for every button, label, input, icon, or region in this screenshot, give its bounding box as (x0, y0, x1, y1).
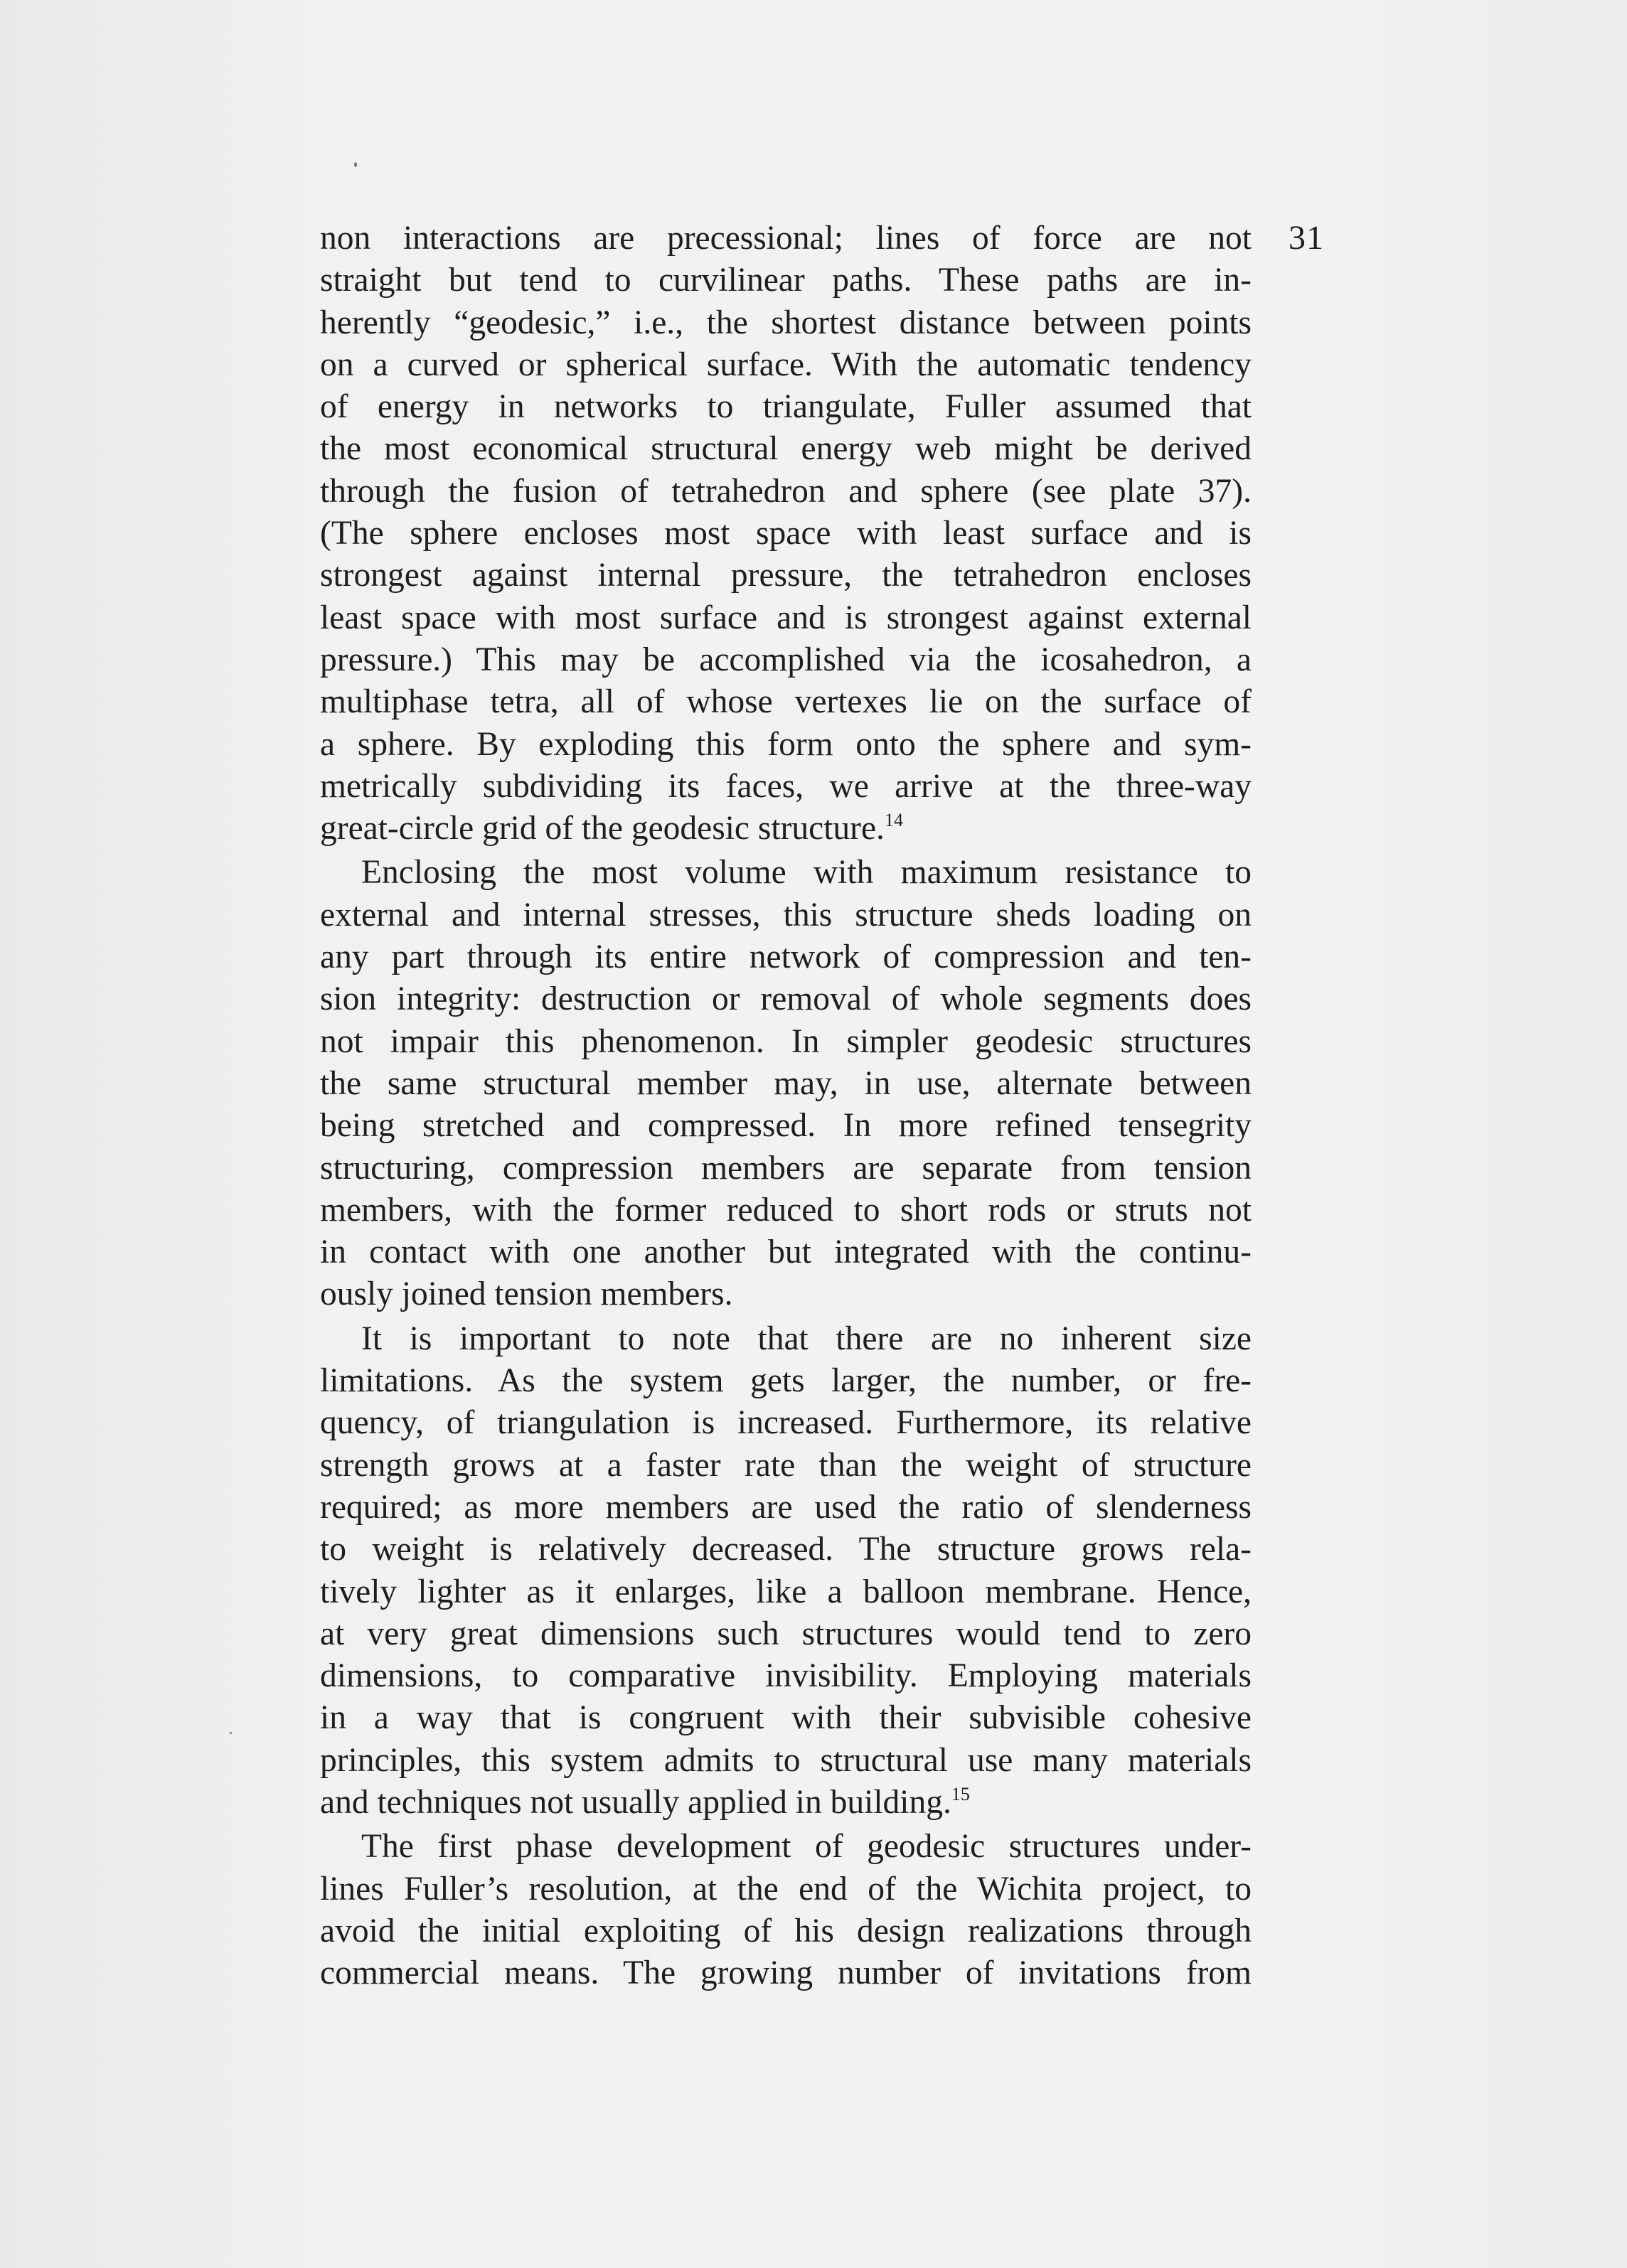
text-line: on a curved or spherical surface. With the automatic tendency (320, 346, 1252, 383)
print-speck (354, 162, 357, 167)
text-line: of energy in networks to triangulate, Fuller assumed that (320, 388, 1252, 426)
text-line: strongest against internal pressure, the tetrahedron encloses (320, 557, 1252, 594)
text-line: non interactions are precessional; lines of force are not (320, 220, 1252, 257)
paragraph (320, 218, 1252, 850)
text-line: great-circle grid of the geodesic structure.$^{14}$ (320, 810, 903, 847)
text-line: It is important to note that there are no inherent size (361, 1320, 1252, 1357)
text-line: (The sphere encloses most space with least surface and is (320, 515, 1252, 552)
text-line: in contact with one another but integrated with the continu- (320, 1234, 1252, 1271)
page-number: 31 (1289, 219, 1324, 257)
text-line: and techniques not usually applied in building.$^{15}$ (320, 1783, 970, 1821)
text-line: external and internal stresses, this structure sheds loading on (320, 896, 1252, 934)
text-line: structuring, compression members are separate from tension (320, 1149, 1252, 1187)
text-line: the same structural member may, in use, alternate between (320, 1064, 1252, 1102)
text-line: to weight is relatively decreased. The structure grows rela- (320, 1531, 1252, 1568)
text-line: lines Fuller’s resolution, at the end of the Wichita project, to (320, 1870, 1252, 1908)
text-line: least space with most surface and is strongest against external (320, 599, 1252, 636)
text-line: pressure.) This may be accomplished via the icosahedron, a (320, 641, 1252, 678)
text-line: a sphere. By exploding this form onto the sphere and sym- (320, 725, 1252, 763)
print-speck (230, 1732, 232, 1734)
text-line: limitations. As the system gets larger, the number, or fre- (320, 1362, 1252, 1400)
text-line: not impair this phenomenon. In simpler geodesic structures (320, 1022, 1252, 1060)
paragraph (320, 1826, 1252, 1994)
paragraph (320, 1318, 1252, 1824)
text-line: metrically subdividing its faces, we arrive at the three-way (320, 767, 1252, 805)
text-line: commercial means. The growing number of invitations from (320, 1954, 1252, 1992)
text-line: ously joined tension members. (320, 1275, 733, 1313)
text-line: avoid the initial exploiting of his design realizations through (320, 1912, 1252, 1949)
text-line: sion integrity: destruction or removal of whole segments does (320, 980, 1252, 1018)
text-line: multiphase tetra, all of whose vertexes lie on the surface of (320, 683, 1252, 721)
text-line: principles, this system admits to structural use many materials (320, 1741, 1252, 1779)
paragraph (320, 852, 1252, 1315)
text-line: any part through its entire network of compression and ten- (320, 938, 1252, 976)
text-line: members, with the former reduced to short rods or struts not (320, 1191, 1252, 1229)
text-line: the most economical structural energy web might be derived (320, 430, 1252, 468)
text-line: in a way that is congruent with their subvisible cohesive (320, 1699, 1252, 1737)
text-line: straight but tend to curvilinear paths. These paths are in- (320, 262, 1252, 299)
text-line: dimensions, to comparative invisibility. Employing materials (320, 1657, 1252, 1695)
footnote-reference[interactable]: 15 (951, 1783, 970, 1804)
text-line: required; as more members are used the ratio of slenderness (320, 1488, 1252, 1526)
body-text (320, 218, 1252, 1994)
text-line: The first phase development of geodesic structures under- (361, 1828, 1252, 1866)
text-line: tively lighter as it enlarges, like a balloon membrane. Hence, (320, 1573, 1252, 1610)
text-line: quency, of triangulation is increased. Furthermore, its relative (320, 1404, 1252, 1442)
text-line: Enclosing the most volume with maximum resistance to (361, 854, 1252, 892)
footnote-reference[interactable]: 14 (884, 810, 903, 831)
text-line: strength grows at a faster rate than the weight of structure (320, 1446, 1252, 1484)
text-line: through the fusion of tetrahedron and sphere (see plate 37). (320, 472, 1252, 510)
text-line: being stretched and compressed. In more refined tensegrity (320, 1107, 1252, 1145)
text-line: herently “geodesic,” i.e., the shortest distance between points (320, 304, 1252, 341)
text-line: at very great dimensions such structures would tend to zero (320, 1615, 1252, 1652)
